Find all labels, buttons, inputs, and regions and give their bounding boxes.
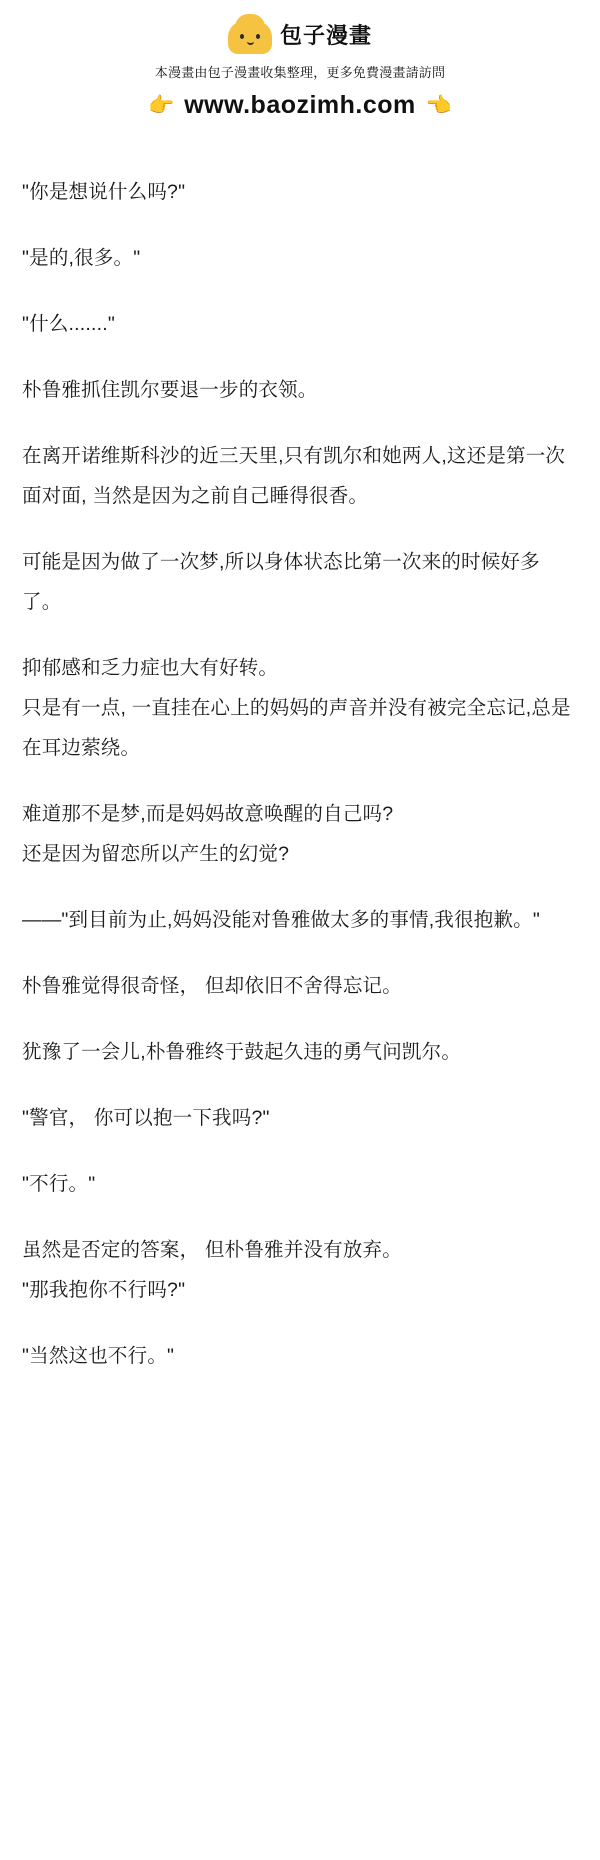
paragraph: "不行。" bbox=[22, 1173, 96, 1195]
site-url-row[interactable] bbox=[0, 91, 600, 120]
paragraph: "当然这也不行。" bbox=[22, 1345, 175, 1367]
brand-name: 包子漫畫 bbox=[279, 22, 372, 48]
paragraph: 在离开诺维斯科沙的近三天里,只有凯尔和她两人,这还是第一次面对面, 当然是因为之前自己睡得很香。 bbox=[22, 445, 566, 507]
pointing-hand-left-icon: 👈 bbox=[425, 94, 452, 117]
pointing-hand-right-icon: 👉 bbox=[148, 94, 175, 117]
story-text bbox=[0, 172, 600, 1376]
paragraph: 只是有一点, 一直挂在心上的妈妈的声音并没有被完全忘记,总是在耳边萦绕。 bbox=[22, 697, 571, 759]
site-url[interactable]: www.baozimh.com bbox=[184, 91, 416, 119]
paragraph: ——"到目前为止,妈妈没能对鲁雅做太多的事情,我很抱歉。" bbox=[22, 909, 540, 931]
paragraph: 虽然是否定的答案， 但朴鲁雅并没有放弃。 bbox=[22, 1239, 402, 1261]
paragraph: 可能是因为做了一次梦,所以身体状态比第一次来的时候好多了。 bbox=[22, 551, 540, 613]
paragraph: "那我抱你不行吗?" bbox=[22, 1279, 186, 1301]
paragraph: 犹豫了一会儿,朴鲁雅终于鼓起久违的勇气问凯尔。 bbox=[22, 1041, 462, 1063]
paragraph: 朴鲁雅抓住凯尔要退一步的衣领。 bbox=[22, 379, 318, 401]
paragraph: 难道那不是梦,而是妈妈故意唤醒的自己吗? bbox=[22, 803, 394, 825]
paragraph: "是的,很多。" bbox=[22, 247, 141, 269]
paragraph: "什么......." bbox=[22, 313, 115, 335]
paragraph: 还是因为留恋所以产生的幻觉? bbox=[22, 843, 290, 865]
site-tagline: 本漫畫由包子漫畫收集整理，更多免費漫畫請訪問 bbox=[154, 65, 446, 80]
brand-row bbox=[0, 14, 600, 54]
paragraph: 朴鲁雅觉得很奇怪， 但却依旧不舍得忘记。 bbox=[22, 975, 402, 997]
paragraph: "你是想说什么吗?" bbox=[22, 181, 186, 203]
watermark-header bbox=[0, 0, 600, 120]
paragraph: "警官， 你可以抱一下我吗?" bbox=[22, 1107, 270, 1129]
steamed-bun-icon bbox=[228, 14, 272, 54]
paragraph: 抑郁感和乏力症也大有好转。 bbox=[22, 657, 279, 679]
